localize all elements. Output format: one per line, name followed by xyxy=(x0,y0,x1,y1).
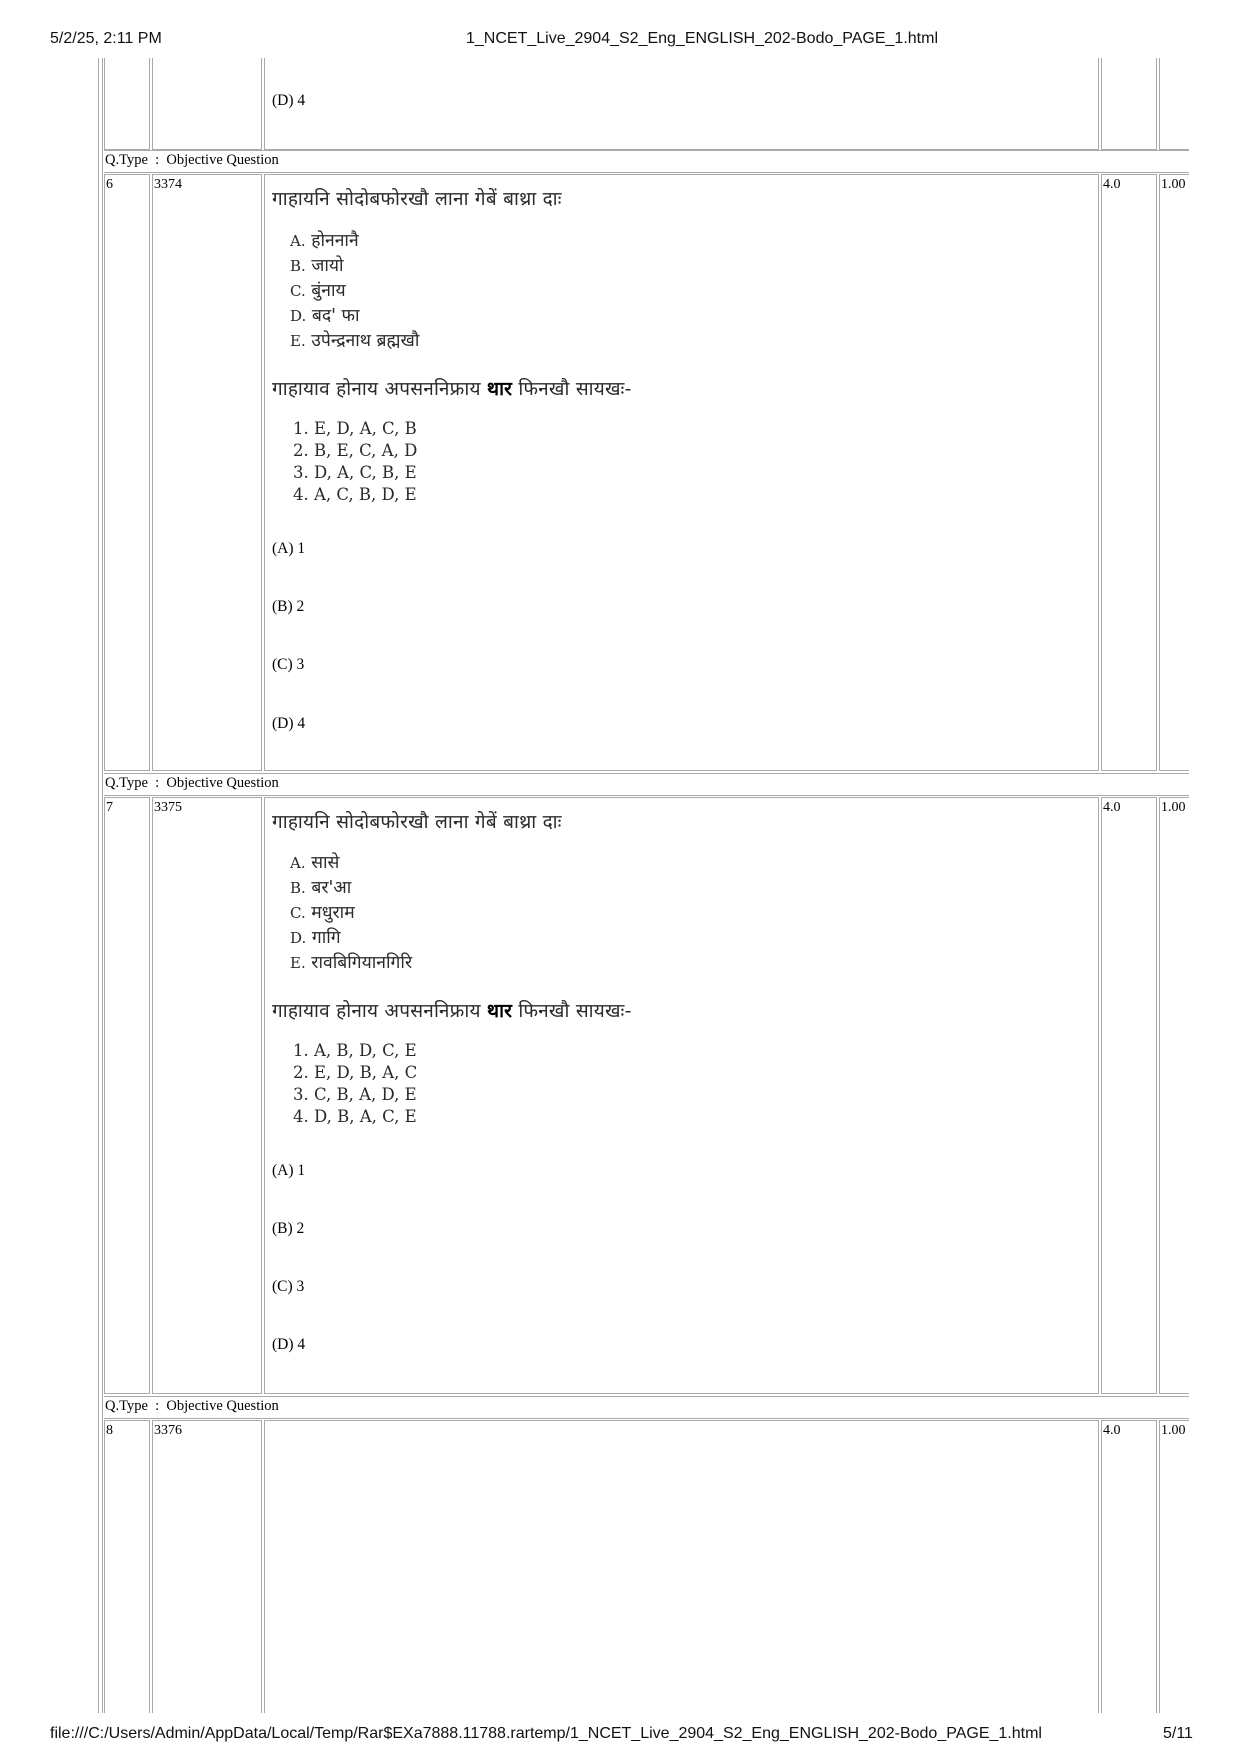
q8-id: 3376 xyxy=(154,1423,182,1438)
q7-option-a: (A) 1 xyxy=(272,1162,306,1179)
prev-option-d: (D) 4 xyxy=(272,92,306,109)
table-border-left xyxy=(98,58,99,1713)
q7-items xyxy=(290,851,412,976)
q8-neg: 1.00 xyxy=(1161,1423,1186,1438)
q6-item-d: D. बद' फा xyxy=(290,306,360,326)
q6-instruction: गाहायाव होनाय अपसननिफ्राय थार फिनखौ सायखः- xyxy=(272,378,632,400)
q8-marks: 4.0 xyxy=(1103,1423,1121,1438)
q6-num-cell xyxy=(104,174,150,771)
q8-num: 8 xyxy=(106,1423,113,1438)
q6-option-c: (C) 3 xyxy=(272,656,305,673)
q6-qtype-rule-top xyxy=(104,150,1189,151)
q7-neg-cell xyxy=(1159,797,1189,1394)
q7-num: 7 xyxy=(106,800,113,815)
q6-item-c: C. बुंनाय xyxy=(290,281,346,301)
q7-neg: 1.00 xyxy=(1161,800,1186,815)
q7-item-c: C. मधुराम xyxy=(290,903,355,923)
q6-option-d: (D) 4 xyxy=(272,715,306,732)
q6-sequences xyxy=(293,418,417,506)
prev-num-cell xyxy=(104,58,150,150)
q6-option-a: (A) 1 xyxy=(272,540,306,557)
q6-option-b: (B) 2 xyxy=(272,598,305,615)
q7-seq-1: 1. A, B, D, C, E xyxy=(293,1041,417,1060)
prev-id-cell xyxy=(152,58,262,150)
q6-item-e: E. उपेन्द्रनाथ ब्रह्मखौ xyxy=(290,331,420,351)
q6-marks: 4.0 xyxy=(1103,177,1121,192)
q6-id: 3374 xyxy=(154,177,182,192)
page-number: 5/11 xyxy=(1163,1725,1193,1742)
q6-seq-3: 3. D, A, C, B, E xyxy=(293,463,417,482)
q6-qtype-rule-bottom xyxy=(104,172,1189,173)
prev-neg-cell xyxy=(1159,58,1189,150)
print-filename: 1_NCET_Live_2904_S2_Eng_ENGLISH_202-Bodo_PAGE_1.html xyxy=(466,30,938,47)
q6-num: 6 xyxy=(106,177,113,192)
q8-qtype: Q.Type : Objective Question xyxy=(105,1398,279,1414)
q7-option-c: (C) 3 xyxy=(272,1278,305,1295)
q7-marks: 4.0 xyxy=(1103,800,1121,815)
q6-seq-1: 1. E, D, A, C, B xyxy=(293,419,417,438)
q7-qtype: Q.Type : Objective Question xyxy=(105,775,279,791)
q7-option-b: (B) 2 xyxy=(272,1220,305,1237)
q7-id-cell xyxy=(152,797,262,1394)
q7-instruction: गाहायाव होनाय अपसननिफ्राय थार फिनखौ सायखः- xyxy=(272,1000,632,1022)
q8-qtype-rule-top xyxy=(104,1396,1189,1397)
q6-id-cell xyxy=(152,174,262,771)
q7-seq-4: 4. D, B, A, C, E xyxy=(293,1107,417,1126)
q7-seq-2: 2. E, D, B, A, C xyxy=(293,1063,418,1082)
q6-neg-cell xyxy=(1159,174,1189,771)
q8-neg-cell xyxy=(1159,1420,1189,1713)
q6-item-a: A. होननानै xyxy=(290,231,359,251)
q8-num-cell xyxy=(104,1420,150,1713)
q6-item-b: B. जायो xyxy=(290,256,344,276)
table-border-left-inner xyxy=(102,58,103,1713)
q7-seq-3: 3. C, B, A, D, E xyxy=(293,1085,417,1104)
q7-num-cell xyxy=(104,797,150,1394)
q7-marks-cell xyxy=(1101,797,1157,1394)
q7-qtype-rule-bottom xyxy=(104,795,1189,796)
prev-question-cell xyxy=(264,58,1099,150)
q7-option-d: (D) 4 xyxy=(272,1336,306,1353)
q7-qtype-rule-top xyxy=(104,773,1189,774)
q8-marks-cell xyxy=(1101,1420,1157,1713)
q6-neg: 1.00 xyxy=(1161,177,1186,192)
q7-item-d: D. गागि xyxy=(290,928,341,948)
print-datetime: 5/2/25, 2:11 PM xyxy=(50,30,162,47)
q7-sequences xyxy=(293,1040,417,1128)
footer-path: file:///C:/Users/Admin/AppData/Local/Temp/Rar$EXa7888.11788.rartemp/1_NCET_Live_2904_S2_Eng_ENGLISH_202-Bodo_PAGE_1.html xyxy=(50,1725,1042,1742)
prev-marks-cell xyxy=(1101,58,1157,150)
q7-item-e: E. रावबिगियानगिरि xyxy=(290,953,413,973)
q8-id-cell xyxy=(152,1420,262,1713)
q8-question-cell xyxy=(264,1420,1099,1713)
q7-question-text: गाहायनि सोदोबफोरखौ लाना गेबें बाथ्रा दाः xyxy=(272,811,562,833)
q6-marks-cell xyxy=(1101,174,1157,771)
q8-qtype-rule-bottom xyxy=(104,1418,1189,1419)
q6-items xyxy=(290,229,419,354)
q7-item-b: B. बर'आ xyxy=(290,878,352,898)
q6-seq-4: 4. A, C, B, D, E xyxy=(293,485,417,504)
q6-qtype: Q.Type : Objective Question xyxy=(105,152,279,168)
q7-id: 3375 xyxy=(154,800,182,815)
q6-question-text: गाहायनि सोदोबफोरखौ लाना गेबें बाथ्रा दाः xyxy=(272,188,562,210)
q7-item-a: A. सासे xyxy=(290,853,340,873)
q6-seq-2: 2. B, E, C, A, D xyxy=(293,441,418,460)
